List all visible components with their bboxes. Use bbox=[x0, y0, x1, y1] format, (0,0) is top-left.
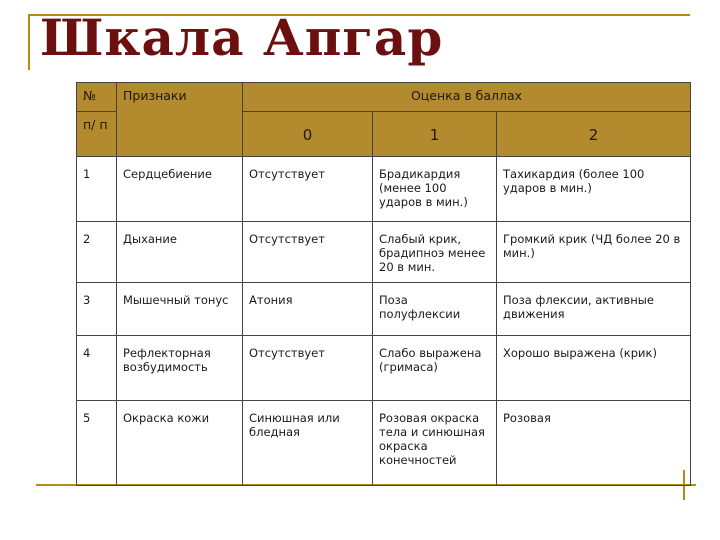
page-title: Шкала Апгар bbox=[40, 8, 444, 67]
header-num: № bbox=[77, 83, 117, 112]
row-score-2: Поза флексии, активные движения bbox=[497, 283, 691, 336]
row-score-2: Хорошо выражена (крик) bbox=[497, 336, 691, 401]
row-score-1: Слабый крик, брадипноэ менее 20 в мин. bbox=[373, 222, 497, 283]
row-score-0: Отсутствует bbox=[243, 222, 373, 283]
row-score-2: Тахикардия (более 100 ударов в мин.) bbox=[497, 157, 691, 222]
table-row bbox=[77, 283, 691, 336]
header-signs: Признаки bbox=[117, 83, 243, 157]
row-sign: Окраска кожи bbox=[117, 401, 243, 486]
header-score-0: 0 bbox=[243, 112, 373, 157]
apgar-table bbox=[76, 82, 691, 486]
row-num: 5 bbox=[77, 401, 117, 486]
row-score-1: Брадикардия (менее 100 ударов в мин.) bbox=[373, 157, 497, 222]
header-score-1: 1 bbox=[373, 112, 497, 157]
header-score-2: 2 bbox=[497, 112, 691, 157]
row-sign: Дыхание bbox=[117, 222, 243, 283]
decorative-vertical-line bbox=[28, 14, 30, 70]
header-num-cont: п/ п bbox=[77, 112, 117, 157]
row-score-0: Отсутствует bbox=[243, 336, 373, 401]
row-sign: Рефлекторная возбудимость bbox=[117, 336, 243, 401]
header-score-group: Оценка в баллах bbox=[243, 83, 691, 112]
row-score-0: Синюшная или бледная bbox=[243, 401, 373, 486]
table-header-row bbox=[77, 83, 691, 112]
row-num: 3 bbox=[77, 283, 117, 336]
table-row bbox=[77, 401, 691, 486]
row-score-1: Слабо выражена (гримаса) bbox=[373, 336, 497, 401]
row-score-0: Отсутствует bbox=[243, 157, 373, 222]
row-sign: Мышечный тонус bbox=[117, 283, 243, 336]
row-score-1: Розовая окраска тела и синюшная окраска конечностей bbox=[373, 401, 497, 486]
table-row bbox=[77, 336, 691, 401]
row-score-1: Поза полуфлексии bbox=[373, 283, 497, 336]
row-num: 4 bbox=[77, 336, 117, 401]
table-row bbox=[77, 157, 691, 222]
row-score-0: Атония bbox=[243, 283, 373, 336]
table-row bbox=[77, 222, 691, 283]
row-num: 2 bbox=[77, 222, 117, 283]
row-num: 1 bbox=[77, 157, 117, 222]
row-score-2: Громкий крик (ЧД более 20 в мин.) bbox=[497, 222, 691, 283]
row-sign: Сердцебиение bbox=[117, 157, 243, 222]
row-score-2: Розовая bbox=[497, 401, 691, 486]
